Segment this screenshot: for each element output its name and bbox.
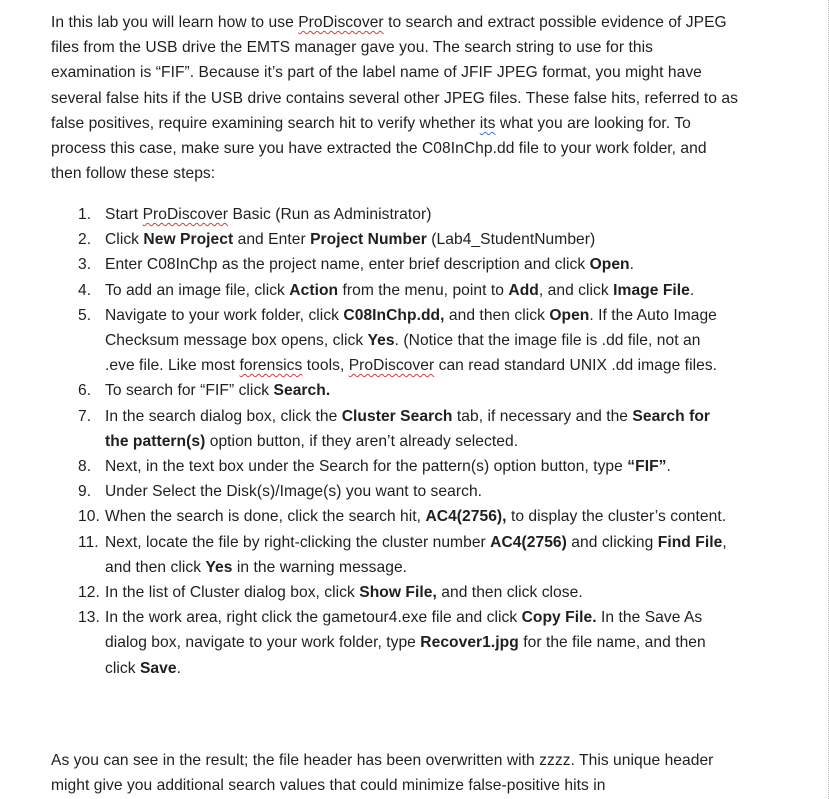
intro-paragraph [51, 10, 741, 186]
step-bold: “FIF” [627, 458, 667, 476]
step-text: Navigate to your work folder, click [105, 306, 344, 324]
step-9 [0, 479, 730, 504]
step-text: Under Select the Disk(s)/Image(s) you want to search. [105, 483, 483, 501]
step-text: and clicking [566, 533, 658, 551]
step-3 [0, 252, 730, 277]
step-text: In the list of Cluster dialog box, click [105, 584, 360, 602]
step-text: tab, if necessary and the [452, 407, 633, 425]
spellcheck-word[interactable]: forensics [239, 357, 303, 375]
step-bold: Open [549, 306, 590, 324]
step-text: Next, in the text box under the Search for the pattern(s) option button, type [105, 458, 628, 476]
step-4 [0, 278, 730, 303]
step-5 [0, 303, 730, 379]
step-bold: Cluster Search [341, 407, 453, 425]
step-text: and then click close. [436, 584, 583, 602]
step-number: 9. [78, 483, 92, 501]
intro-text: In this lab you will learn how to use [51, 14, 299, 31]
step-bold: Save [139, 659, 177, 677]
step-number: 11. [78, 533, 99, 551]
step-number: 7. [78, 407, 92, 425]
step-bold: Search. [273, 382, 331, 400]
step-text: for the file name, and then click [105, 634, 706, 677]
step-text: tools, [302, 357, 349, 375]
step-text: and then click [444, 306, 550, 324]
step-text: . If the Auto Image Checksum message box opens, click [105, 306, 717, 350]
step-text: , and click [538, 281, 614, 299]
step-number: 13. [78, 609, 100, 627]
intro-text: to search and extract possible evidence of JPEG files from the USB drive the EMTS manager gave you. The search string to use for this examination is “FIF”. Because it’s part of the label name of JFIF JPEG format, you might have several false hits if the USB drive contains several other JPEG files. These false hits, referred to as false positives, require examining search hit to verify whether [51, 14, 738, 132]
step-text: . [666, 458, 671, 476]
steps-list [0, 202, 730, 681]
step-text: Start [105, 206, 143, 223]
step-bold: Recover1.jpg [420, 634, 519, 652]
step-bold: Show File, [359, 584, 437, 602]
intro-text: what you are looking for. To process this case, make sure you have extracted the C08InChp.dd file to your work folder, and then follow these steps: [51, 114, 707, 183]
step-text: . [689, 281, 695, 299]
outro-paragraph: As you can see in the result; the file header has been overwritten with zzzz. This unique header might give you additional search values that could minimize false-positive hits in [51, 752, 714, 795]
step-number: 4. [78, 281, 92, 299]
step-number: 3. [78, 256, 92, 274]
spellcheck-word[interactable]: ProDiscover [142, 206, 229, 223]
step-bold: Find File [657, 533, 723, 551]
step-text: Basic (Run as Administrator) [228, 206, 432, 223]
step-text: In the search dialog box, click the [105, 407, 342, 425]
step-number: 6. [78, 382, 92, 400]
step-bold: Image File [613, 281, 690, 299]
step-text: In the work area, right click the gametour4.exe file and click [105, 609, 522, 627]
step-text: from the menu, point to [338, 281, 509, 299]
step-6 [0, 378, 730, 403]
step-13 [0, 605, 730, 681]
step-bold: Open [589, 256, 630, 274]
step-bold: Project Number [310, 231, 427, 249]
step-number: 2. [78, 231, 92, 249]
step-2 [0, 227, 730, 252]
step-text: When the search is done, click the search hit, [105, 508, 426, 526]
step-number: 5. [78, 306, 92, 324]
step-number: 10. [78, 508, 100, 526]
spellcheck-word[interactable]: ProDiscover [348, 357, 435, 375]
step-text: In the Save As dialog box, navigate to your work folder, type [105, 609, 703, 652]
step-bold: Add [508, 281, 539, 299]
step-10 [0, 504, 730, 529]
step-text: to display the cluster’s content. [506, 508, 727, 526]
step-12 [0, 580, 730, 605]
step-text: Click [105, 231, 144, 249]
step-bold: Copy File. [521, 609, 597, 627]
step-bold: Action [289, 281, 339, 299]
step-bold: C08InChp.dd, [343, 306, 445, 324]
step-bold: AC4(2756), [425, 508, 507, 526]
step-bold: Search for the pattern(s) [105, 407, 711, 450]
step-number: 1. [78, 206, 92, 223]
step-text: Enter C08InChp as the project name, enter brief description and click [105, 256, 590, 274]
step-text: . [176, 659, 181, 677]
step-text: (Lab4_StudentNumber) [426, 231, 596, 249]
step-8 [0, 454, 730, 479]
step-bold: Yes [205, 558, 233, 576]
grammar-check-word[interactable]: its [479, 114, 496, 132]
step-text: To search for “FIF” click [105, 382, 274, 400]
step-text: , and then click [105, 533, 727, 576]
step-11 [0, 530, 730, 580]
step-text: . (Notice that the image file is .dd file, not an .eve file. Like most [105, 332, 701, 375]
step-1 [0, 202, 730, 227]
step-bold: AC4(2756) [490, 533, 567, 551]
step-text: in the warning message. [232, 558, 408, 576]
step-text: Next, locate the file by right-clicking the cluster number [105, 533, 491, 551]
step-text: can read standard UNIX .dd image files. [434, 357, 718, 375]
step-bold: New Project [143, 231, 234, 249]
step-number: 12. [78, 584, 100, 602]
step-text: To add an image file, click [105, 281, 290, 299]
step-number: 8. [78, 458, 92, 476]
step-bold: Yes [367, 332, 395, 350]
step-text: and Enter [233, 231, 311, 249]
step-7 [0, 404, 730, 454]
step-text: option button, if they aren’t already selected. [205, 432, 519, 450]
step-text: . [629, 256, 635, 274]
spellcheck-word[interactable]: ProDiscover [298, 14, 384, 31]
